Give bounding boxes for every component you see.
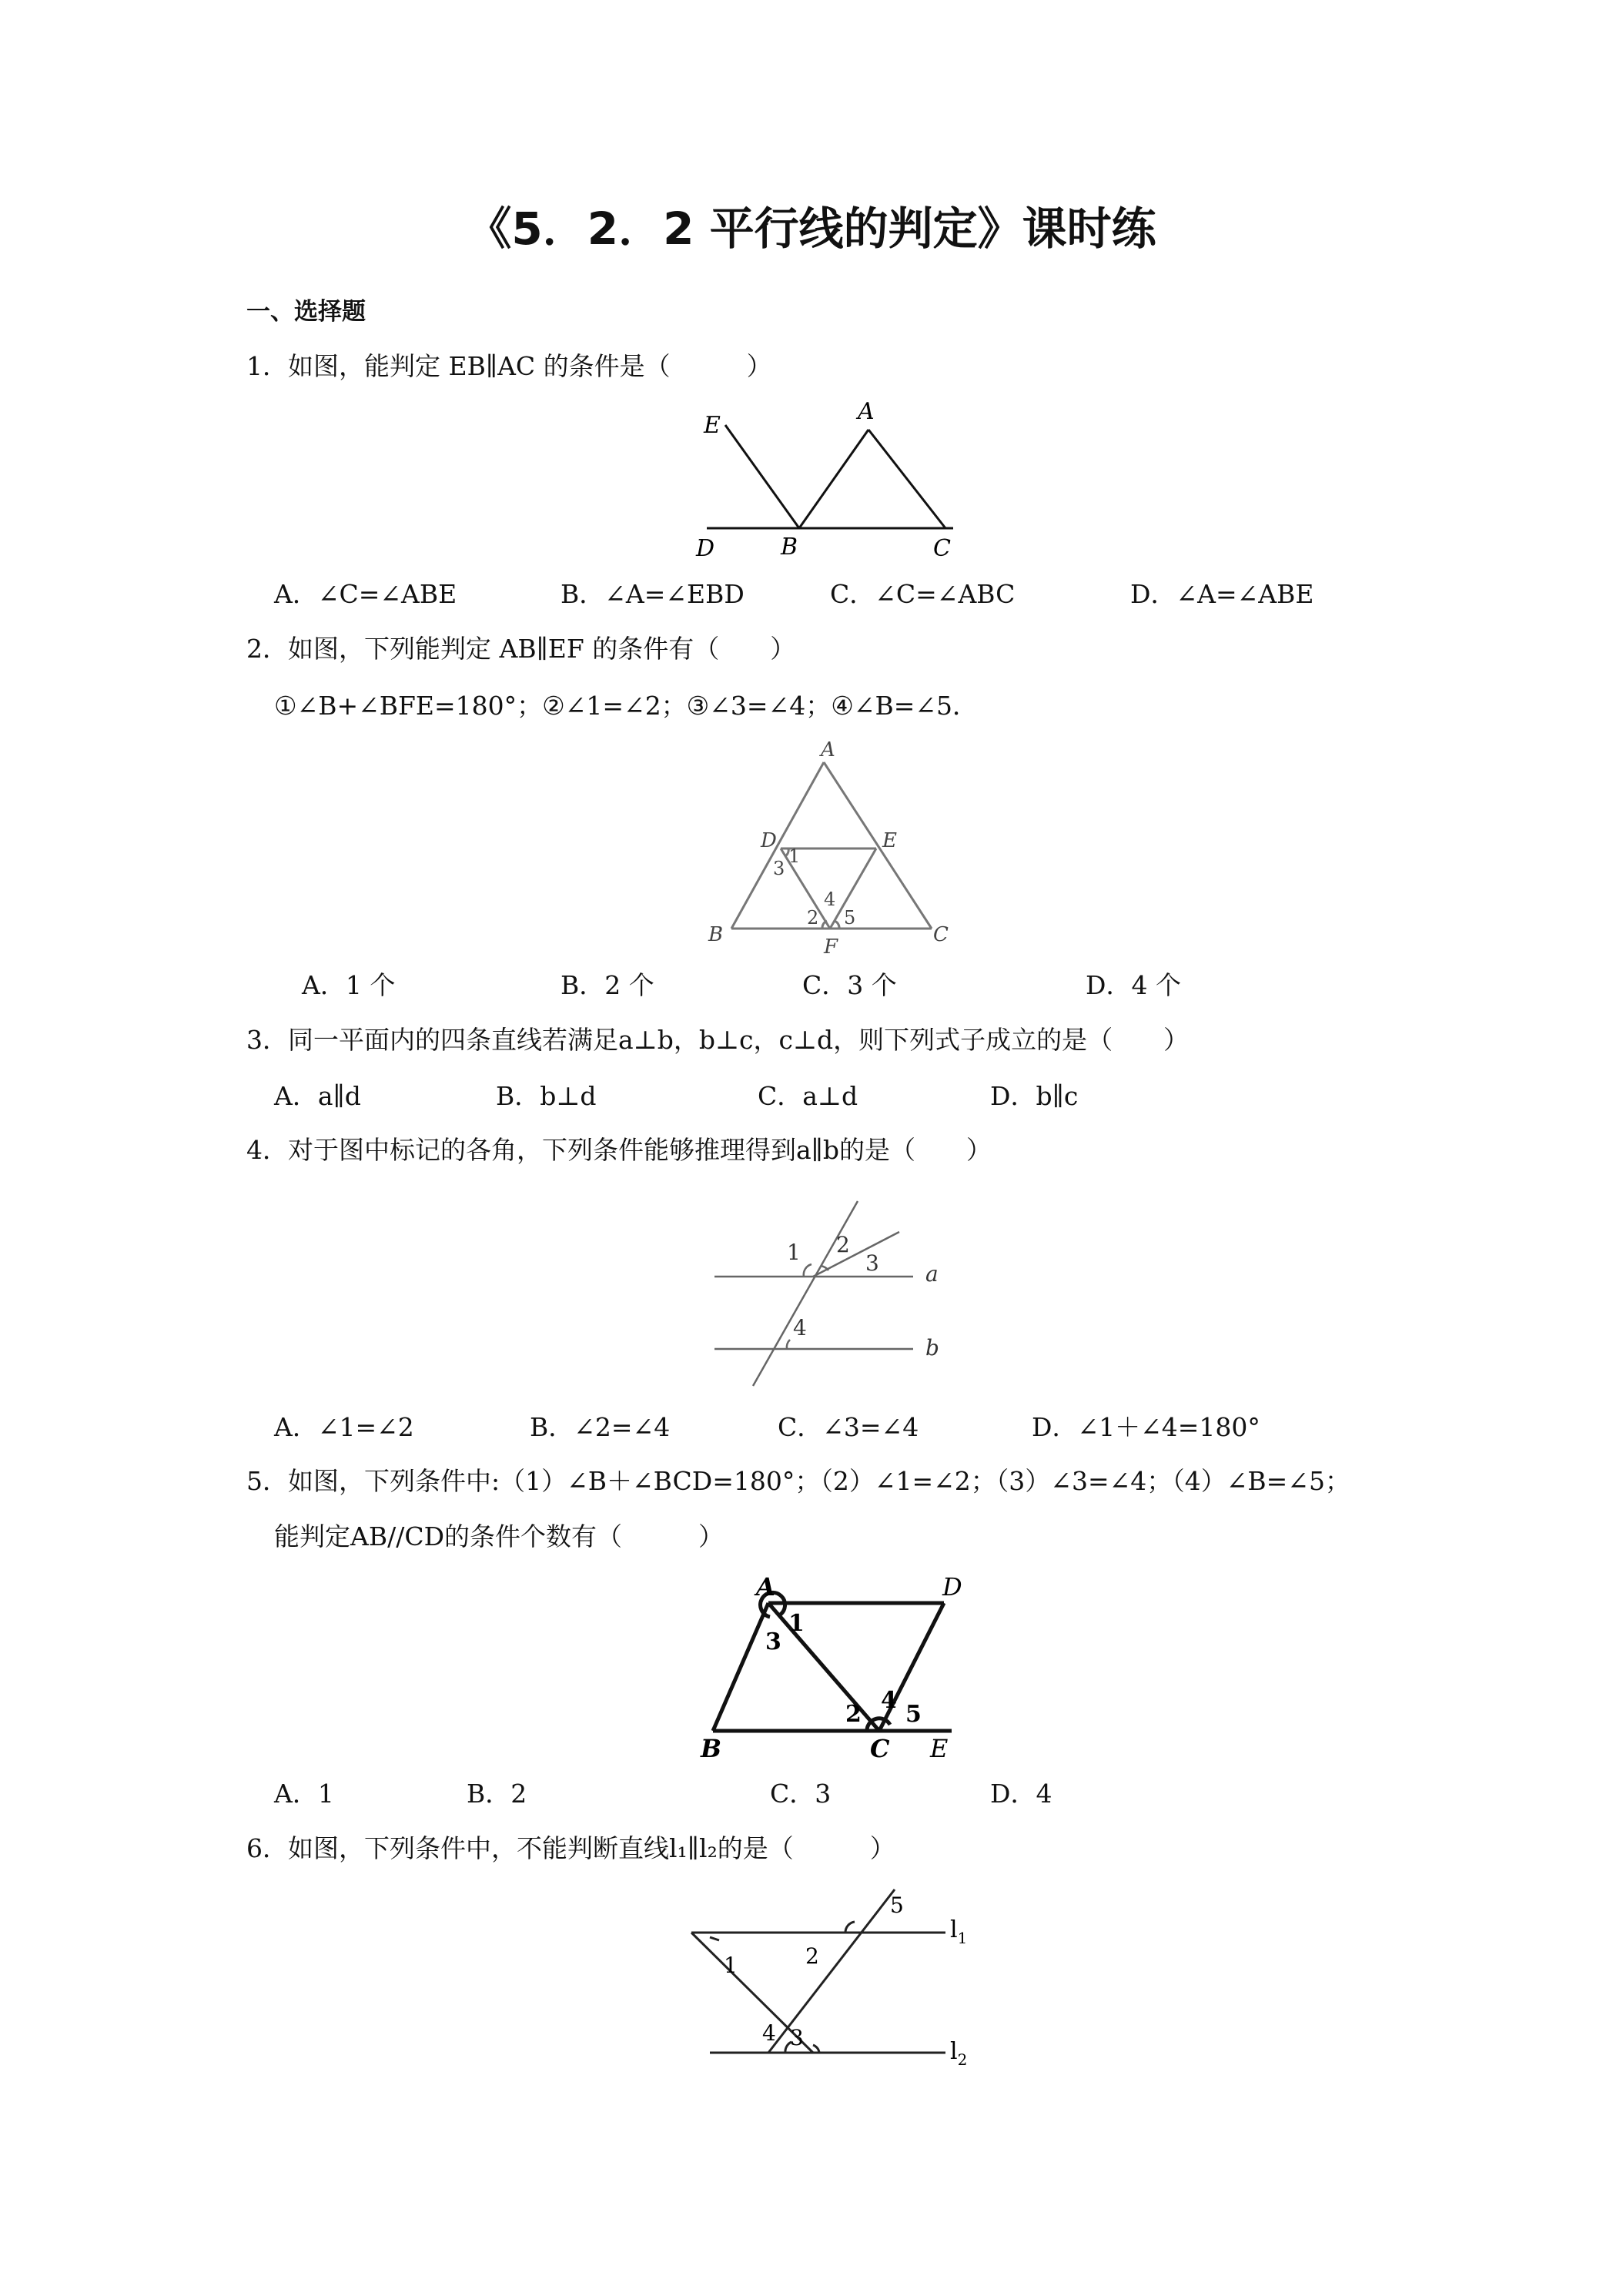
q6-figure [682, 1882, 975, 2082]
q2-label-E: E [882, 829, 897, 852]
q5-option-a[interactable]: A．1 [274, 1779, 334, 1809]
q5-stem-cont: 能判定AB//CD的条件个数有（ ） [274, 1521, 724, 1551]
q2-option-d[interactable]: D．4 个 [1086, 970, 1181, 1000]
q1-option-c[interactable]: C．∠C=∠ABC [830, 579, 1016, 609]
q6-line-l1: $l_1$ [950, 1916, 968, 1947]
q3-option-a[interactable]: A．a∥d [274, 1081, 361, 1111]
q2-angle-1: 1 [788, 845, 801, 867]
q5-option-b[interactable]: B．2 [467, 1779, 527, 1809]
q4-line-a: a [925, 1261, 939, 1287]
q1-label-A: A [858, 398, 875, 425]
q1-label-E: E [704, 412, 721, 439]
q2-label-C: C [933, 923, 949, 946]
q2-label-D: D [761, 829, 777, 852]
q4-line-b: b [925, 1335, 939, 1361]
q5-stem: 5．如图，下列条件中:（1）∠B＋∠BCD=180°；（2）∠1=∠2；（3）∠3=∠4；（4）∠B=∠5； [246, 1466, 1350, 1496]
q2-angle-3: 3 [773, 858, 785, 879]
q3-option-c[interactable]: C．a⊥d [758, 1081, 858, 1111]
q5-angle-1: 1 [788, 1610, 805, 1637]
q6-angle-5: 5 [890, 1893, 904, 1918]
page-title: 《5．2．2 平行线的判定》课时练 [467, 202, 1156, 255]
q2-angle-5: 5 [844, 907, 856, 929]
q1-option-b[interactable]: B．∠A=∠EBD [561, 579, 745, 609]
q5-label-A: A [756, 1572, 775, 1602]
q5-label-B: B [701, 1734, 722, 1763]
q4-angle-4: 4 [793, 1315, 807, 1340]
q2-angle-2: 2 [807, 907, 819, 929]
q6-line-l2: $l_2$ [950, 2038, 968, 2069]
q2-option-c[interactable]: C．3 个 [802, 970, 897, 1000]
q1-figure [685, 393, 962, 562]
q5-option-d[interactable]: D．4 [990, 1779, 1052, 1809]
q4-option-d[interactable]: D．∠1＋∠4=180° [1032, 1412, 1260, 1442]
q2-figure [708, 739, 955, 962]
q1-option-d[interactable]: D．∠A=∠ABE [1130, 579, 1314, 609]
q5-angle-5: 5 [905, 1701, 922, 1728]
q3-option-b[interactable]: B．b⊥d [496, 1081, 597, 1111]
q2-stem: 2．如图，下列能判定 AB∥EF 的条件有（ ） [246, 634, 796, 664]
q4-option-a[interactable]: A．∠1=∠2 [274, 1412, 414, 1442]
q5-label-D: D [942, 1572, 962, 1602]
q4-figure [707, 1192, 953, 1392]
q4-angle-1: 1 [787, 1240, 801, 1265]
q1-option-a[interactable]: A．∠C=∠ABE [274, 579, 457, 609]
q5-angle-4: 4 [881, 1687, 897, 1714]
q4-stem: 4．对于图中标记的各角，下列条件能够推理得到a∥b的是（ ） [246, 1135, 992, 1165]
section-heading: 一、选择题 [246, 298, 366, 326]
q4-angle-3: 3 [865, 1250, 879, 1276]
q5-option-c[interactable]: C．3 [770, 1779, 832, 1809]
q6-angle-1: 1 [724, 1953, 738, 1978]
q2-angle-4: 4 [824, 889, 836, 910]
q6-angle-3: 3 [790, 2025, 804, 2050]
q6-stem: 6．如图，下列条件中，不能判断直线l₁∥l₂的是（ ） [246, 1833, 895, 1863]
q2-label-B: B [708, 923, 724, 946]
q5-angle-3: 3 [765, 1628, 781, 1655]
q2-label-A: A [821, 738, 835, 761]
q3-stem: 3．同一平面内的四条直线若满足a⊥b，b⊥c，c⊥d，则下列式子成立的是（ ） [246, 1025, 1190, 1055]
q5-figure [694, 1572, 972, 1763]
q1-label-D: D [696, 535, 715, 562]
q4-angle-2: 2 [836, 1232, 850, 1257]
q2-conditions: ①∠B+∠BFE=180°；②∠1=∠2；③∠3=∠4；④∠B=∠5． [274, 691, 978, 721]
q2-label-F: F [824, 935, 838, 959]
q1-label-C: C [933, 535, 951, 562]
q6-angle-2: 2 [805, 1943, 819, 1969]
q2-option-a[interactable]: A．1 个 [302, 970, 396, 1000]
q4-option-b[interactable]: B．∠2=∠4 [530, 1412, 671, 1442]
q5-angle-2: 2 [845, 1701, 862, 1728]
q5-label-E: E [930, 1734, 949, 1763]
q1-label-B: B [781, 534, 798, 561]
q4-option-c[interactable]: C．∠3=∠4 [778, 1412, 919, 1442]
q1-stem: 1．如图，能判定 EB∥AC 的条件是（ ） [246, 351, 772, 381]
q2-option-b[interactable]: B．2 个 [561, 970, 654, 1000]
q5-label-C: C [870, 1734, 890, 1763]
q3-option-d[interactable]: D．b∥c [990, 1081, 1079, 1111]
q6-angle-4: 4 [762, 2020, 776, 2046]
